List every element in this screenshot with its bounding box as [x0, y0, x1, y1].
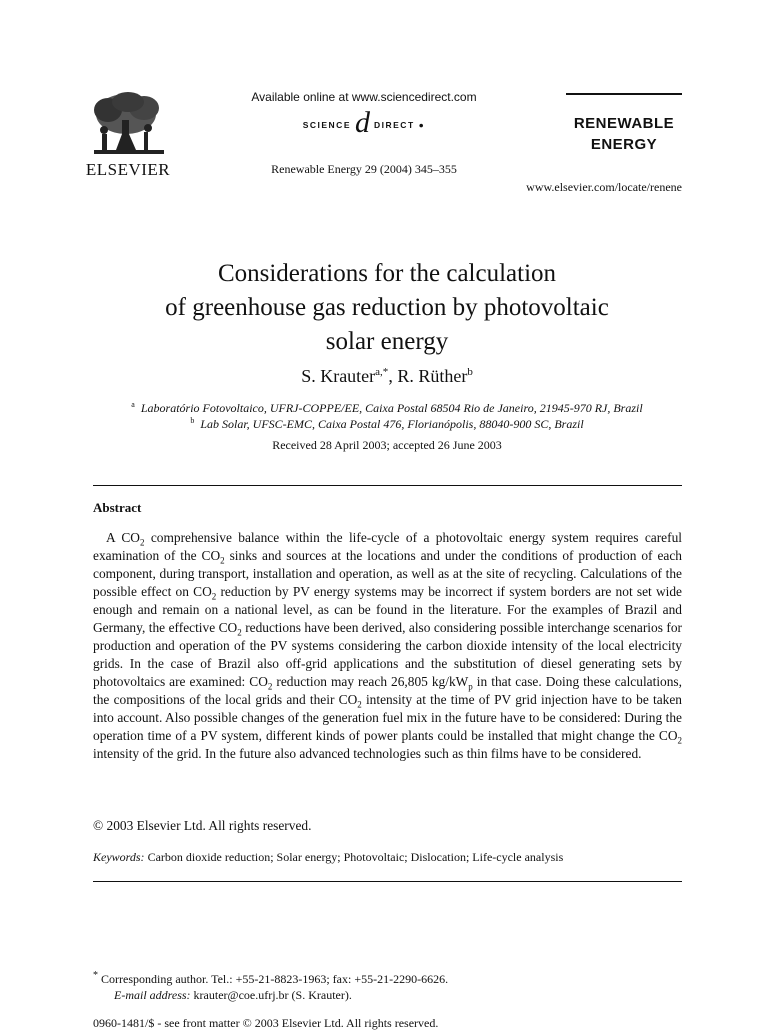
journal-url-link[interactable]: www.elsevier.com/locate/renene — [526, 180, 682, 194]
abstract-segment: intensity at the time of PV grid injection have to be taken into account. Also possible changes of the generation fuel mix in the future have to be considered: During the operation time of a PV system, different kinds of power plants could be installed that might change the CO — [93, 692, 682, 743]
author-krauter-marks: a,* — [375, 366, 389, 378]
title-line-3: solar energy — [325, 328, 449, 355]
abstract-segment: A CO — [106, 530, 140, 545]
subscript: p — [468, 681, 473, 692]
email-label: E-mail address: — [114, 988, 191, 1002]
publisher-name: ELSEVIER — [85, 160, 171, 179]
affiliation-a-text: Laboratório Fotovoltaico, UFRJ-COPPE/EE, Caixa Postal 68504 Rio de Janeiro, 21945-970 RJ, Brazil — [140, 401, 643, 415]
subscript: 2 — [677, 735, 682, 746]
abstract-rule-top — [93, 485, 682, 486]
author-list — [80, 366, 694, 387]
subscript: 2 — [211, 591, 217, 602]
subscript: 2 — [237, 627, 242, 638]
affiliation-b-text: Lab Solar, UFSC-EMC, Caixa Postal 476, Florianópolis, 88040-900 SC, Brazil — [200, 417, 584, 431]
abstract-segment: reduction may reach 26,805 kg/kW — [272, 674, 469, 689]
keywords — [93, 850, 563, 865]
journal-brand-line1: RENEWABLE — [573, 115, 675, 132]
received-dates: Received 28 April 2003; accepted 26 June 2003 — [272, 438, 502, 452]
email-footnote — [114, 988, 352, 1003]
sciencedirect-logo-left: SCIENCE — [302, 120, 351, 130]
email-link[interactable]: krauter@coe.ufrj.br (S. Krauter). — [193, 988, 352, 1002]
registered-mark-icon: ● — [418, 120, 426, 130]
author-ruther[interactable]: R. Rüther — [397, 366, 468, 386]
copyright-notice: © 2003 Elsevier Ltd. All rights reserved. — [93, 818, 312, 833]
sciencedirect-logo-right: DIRECT — [374, 120, 415, 130]
journal-reference: Renewable Energy 29 (2004) 345–355 — [271, 162, 457, 176]
keywords-text: Carbon dioxide reduction; Solar energy; Photovoltaic; Dislocation; Life-cycle analysis — [147, 850, 564, 864]
abstract-paragraph — [93, 529, 682, 763]
abstract-segment: comprehensive balance within the life-cycle of a photovoltaic energy system requires careful examination of the CO — [93, 530, 682, 563]
abstract-segment: intensity of the grid. In the future also advanced technologies such as thin films have to be considered. — [93, 746, 642, 761]
abstract-rule-bottom — [93, 881, 682, 882]
affiliation-a-mark: a — [131, 400, 135, 409]
brand-rule-top — [566, 93, 682, 95]
affiliation-b-mark: b — [190, 416, 195, 425]
title-line-1: Considerations for the calculation — [217, 260, 557, 287]
footnote-corresponding: Corresponding author. Tel.: +55-21-8823-1963; fax: +55-21-2290-6626. — [101, 972, 449, 986]
abstract-segment: in that case. Doing these calculations, the compositions of the local grids and their CO — [93, 674, 682, 707]
affiliation-a — [40, 400, 734, 416]
footnote-mark: * — [93, 970, 98, 981]
subscript: 2 — [220, 555, 225, 566]
abstract-body — [93, 529, 682, 763]
keywords-label: Keywords: — [93, 850, 145, 864]
abstract-segment: sinks and sources at the locations and under the conditions of production of each component, during transport, installation and operation, as well as at the site of recycling. Calculations of the possible effect on CO — [93, 548, 682, 599]
author-ruther-marks: b — [467, 366, 473, 378]
author-krauter[interactable]: S. Krauter — [301, 366, 376, 386]
author-separator: , — [388, 366, 398, 386]
subscript: 2 — [357, 699, 362, 710]
elsevier-tree-logo — [86, 90, 170, 158]
sciencedirect-at-glyph: d — [355, 106, 370, 139]
subscript: 2 — [139, 537, 145, 548]
journal-brand — [560, 113, 688, 155]
sciencedirect-logo — [200, 106, 528, 140]
subscript: 2 — [267, 681, 273, 692]
abstract-segment: reduction by PV energy systems may be incorrect if system borders are not set wide enough and remain on a national level, as can be found in the literature. For the examples of Brazil and Germany, the effective CO — [93, 584, 682, 635]
corresponding-author-footnote — [93, 970, 448, 987]
journal-brand-line2: ENERGY — [590, 136, 658, 153]
abstract-segment: reductions have been derived, also considering possible interchange scenarios for production and operation of the PV systems considering the carbon dioxide intensity of the local electricity grids. In the case of Brazil also off-grid applications and the substitution of diesel generating sets by photovoltaics are examined: CO — [93, 620, 683, 689]
issn-line: 0960-1481/$ - see front matter © 2003 Elsevier Ltd. All rights reserved. — [93, 1016, 439, 1030]
title-line-2: of greenhouse gas reduction by photovoltaic — [165, 294, 609, 321]
affiliation-b — [40, 416, 734, 432]
article-title — [80, 257, 694, 359]
available-online-link[interactable]: Available online at www.sciencedirect.com — [251, 90, 477, 104]
abstract-heading: Abstract — [93, 500, 142, 515]
